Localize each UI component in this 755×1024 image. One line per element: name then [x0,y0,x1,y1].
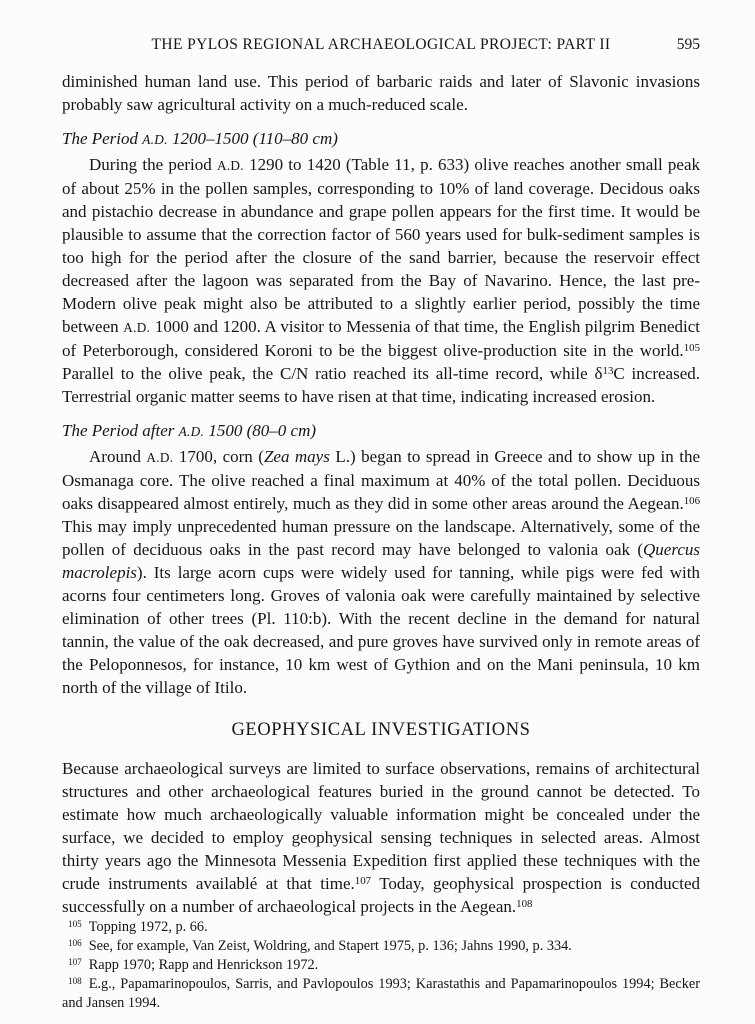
subheading [62,419,700,443]
text-run: C increased. Terrestrial organic matter seems to have risen at that time, indicating increased erosion. [62,364,700,406]
text-run-superscript: 107 [68,956,82,967]
footnote [62,937,700,956]
text-run: 1200–1500 (110–80 cm) [167,129,338,148]
text-run: Topping 1972, p. 66. [88,919,208,935]
paragraph [62,445,700,699]
text-run-superscript: 106 [683,494,700,507]
text-run: 1000 and 1200. A visitor to Messenia of that time, the English pilgrim Benedict of Peterborough, considered Koroni to be the biggest olive-production site in the world. [62,317,700,360]
running-head [62,36,700,56]
text-run-superscript: 105 [68,918,82,929]
footnote [62,956,700,975]
text-run: The Period after [62,421,179,440]
footnote [62,975,700,1013]
text-run: This may imply unprecedented human pressure on the landscape. Alternatively, some of the pollen of deciduous oaks in the past record may have belonged to valonia oak ( [62,517,700,559]
text-run: A.D. [146,450,174,465]
text-run: diminished human land use. This period of barbaric raids and later of Slavonic invasions probably saw agricultural activity on a much-reduced scale. [62,72,700,114]
text-run: GEOPHYSICAL INVESTIGATIONS [231,720,531,740]
paragraph [62,70,700,116]
text-run: Around [89,447,147,466]
text-run-superscript: 108 [68,975,82,986]
text-run-superscript: 106 [68,937,82,948]
section-heading [62,719,700,742]
text-run: Parallel to the olive peak, the C/N ratio reached its all-time record, while δ [62,364,603,383]
text-run: L.) began to spread in Greece and to show up in the Osmanaga core. The olive reached a final maximum at 40% of the total pollen. Deciduous oaks disappeared almost entirely, much as they did in some other areas around the Aegean. [62,447,700,513]
text-run-superscript: 105 [683,341,700,354]
text-run: See, for example, Van Zeist, Woldring, and Stapert 1975, p. 136; Jahns 1990, p. 334. [88,938,572,954]
text-run-superscript: 108 [516,897,533,910]
text-run: A.D. [216,158,244,173]
running-head-title: THE PYLOS REGIONAL ARCHAEOLOGICAL PROJECT: PART II [151,36,611,53]
text-run: A.D. [123,320,151,335]
page-number: 595 [676,36,700,53]
paragraph [62,757,700,918]
text-run: 1290 to 1420 (Table 11, p. 633) olive reaches another small peak of about 25% in the pollen samples, corresponding to 10% of land coverage. Decidous oaks and pistachio decrease in abundance and grape pollen appears for the first time. It would be plausible to assume that the correction factor of 560 years used for bulk-sediment samples is too high for the period after the closure of the sand barrier, because the reservoir effect decreased after the lagoon was separated from the Bay of Navarino. Hence, the last pre-Modern olive peak might also be attributed to a slightly earlier period, possibly the time between [62,155,700,336]
text-run: 1700, corn ( [173,447,264,466]
text-run: ). Its large acorn cups were widely used for tanning, while pigs were fed with acorns four centimeters long. Groves of valonia oak were carefully maintained by selective elimination of other trees (Pl. 110:b). With the recent decline in the demand for natural tannin, the value of the oak decreased, and pure groves have survived only in remote areas of the Peloponnesos, for instance, 10 km west of Gythion and on the Mani peninsula, 10 km north of the village of Itilo. [62,563,700,697]
text-run: Quercus macrolepis [62,540,700,582]
text-run: Zea mays [263,447,330,466]
paragraph [62,153,700,408]
text-run-superscript: 107 [354,874,372,887]
text-run-superscript: 13 [602,364,614,377]
text-run: The Period [62,129,143,148]
text-run: 1500 (80–0 cm) [204,421,317,440]
document-body [62,70,700,1013]
subheading [62,127,700,151]
text-run: E.g., Papamarinopoulos, Sarris, and Pavlopoulos 1993; Karastathis and Papamarinopoulos 1994; Becker and Jansen 1994. [62,976,700,1011]
text-run: Today, geophysical prospection is conducted successfully on a number of archaeological projects in the Aegean. [62,874,700,916]
text-run: Rapp 1970; Rapp and Henrickson 1972. [88,957,319,973]
text-run: During the period [89,155,217,174]
text-run: A.D. [142,132,168,147]
text-run: A.D. [178,424,205,439]
footnote [62,918,700,937]
text-run: Because archaeological surveys are limited to surface observations, remains of architectural structures and other archaeological features buried in the ground cannot be detected. To estimate how much archaeologically valuable information might be concealed under the surface, we decided to employ geophysical sensing techniques in selected areas. Almost thirty years ago the Minnesota Messenia Expedition first applied these techniques with the crude instruments availablé at that time. [62,759,700,893]
